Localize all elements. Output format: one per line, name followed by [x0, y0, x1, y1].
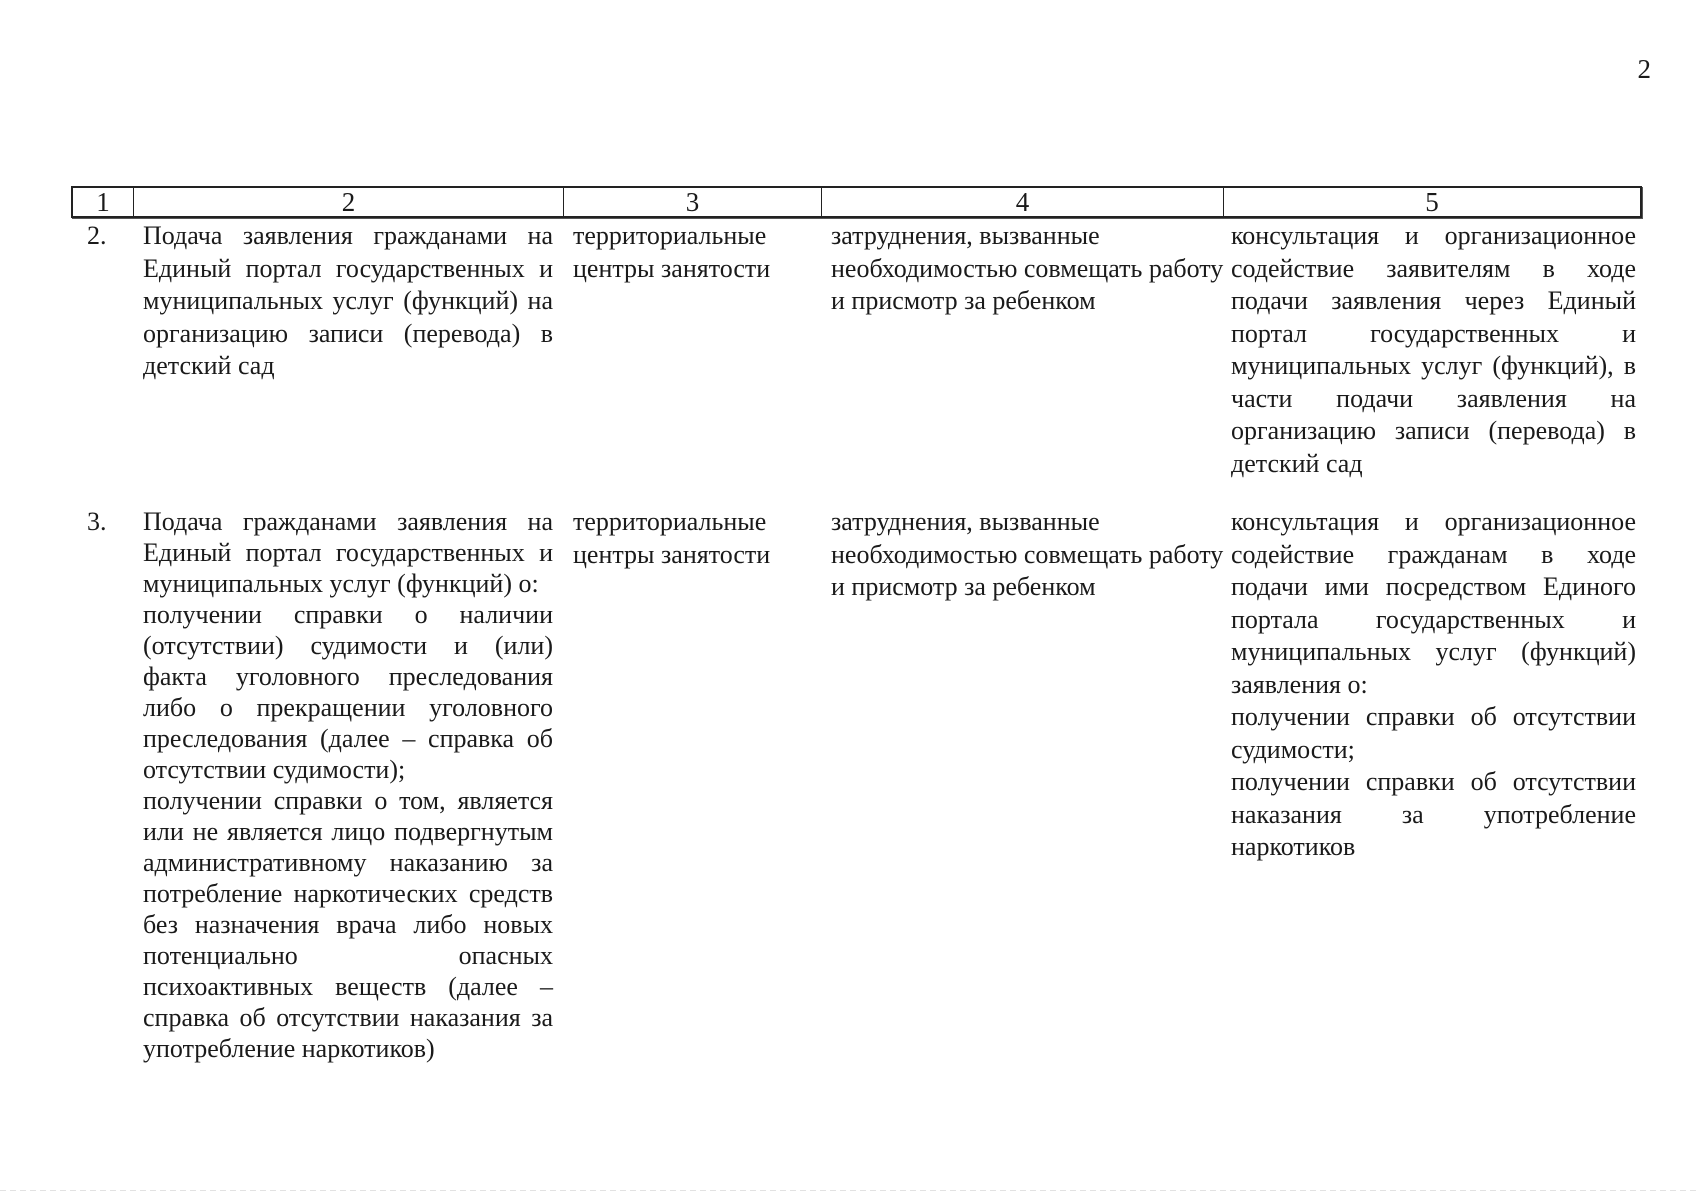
header-cell-3: 3 [564, 188, 822, 216]
row-difficulty-cell: затруднения, вызванные необходимостью совмещать работу и присмотр за ребенком [831, 221, 1224, 315]
header-cell-5: 5 [1425, 186, 1439, 217]
row-agency-cell: территориальные центры занятости [573, 507, 771, 569]
row-agency-cell: территориальные центры занятости [573, 221, 771, 283]
page-number: 2 [1637, 54, 1651, 84]
row-service-cell [143, 506, 553, 1064]
header-cell-2: 2 [134, 188, 564, 216]
service-paragraph: получении справки о том, является или не является лицо подвергнутым административному наказанию за потребление наркотических средств без назначения врача либо новых потенциально опасных психоактивных веществ (далее – справка об отсутствии наказания за употребление наркотиков) [143, 786, 553, 1063]
row-measure-cell [1231, 220, 1636, 480]
row-service-cell [143, 220, 553, 383]
row-difficulty-cell: затруднения, вызванные необходимостью совмещать работу и присмотр за ребенком [831, 507, 1224, 601]
header-cell-4: 4 [822, 188, 1224, 216]
row-number: 3. [87, 507, 107, 536]
row-measure-cell [1231, 506, 1636, 864]
scan-artifact-line [0, 1190, 1698, 1191]
row-number: 2. [87, 221, 107, 250]
service-paragraph: получении справки о наличии (отсутствии) судимости и (или) факта уголовного преследования либо о прекращении уголовного преследования (далее – справка об отсутствии судимости); [143, 600, 553, 784]
measure-paragraph: получении справки об отсутствии наказания за употребление наркотиков [1231, 767, 1636, 861]
table-header-row [71, 186, 1642, 218]
measure-paragraph: консультация и организационное содействие гражданам в ходе подачи ими посредством Единого портала государственных и муниципальных услуг (функций) заявления о: [1231, 507, 1636, 699]
measure-paragraph: получении справки об отсутствии судимости; [1231, 702, 1636, 764]
service-paragraph: Подача гражданами заявления на Единый портал государственных и муниципальных услуг (функций) о: [143, 507, 553, 598]
measure-paragraph: консультация и организационное содействие заявителям в ходе подачи заявления через Единый портал государственных и муниципальных услуг (функций), в части подачи заявления на организацию записи (перевода) в детский сад [1231, 221, 1636, 478]
service-paragraph: Подача заявления гражданами на Единый портал государственных и муниципальных услуг (функций) на организацию записи (перевода) в детский сад [143, 221, 553, 380]
header-cell-1: 1 [73, 188, 134, 216]
